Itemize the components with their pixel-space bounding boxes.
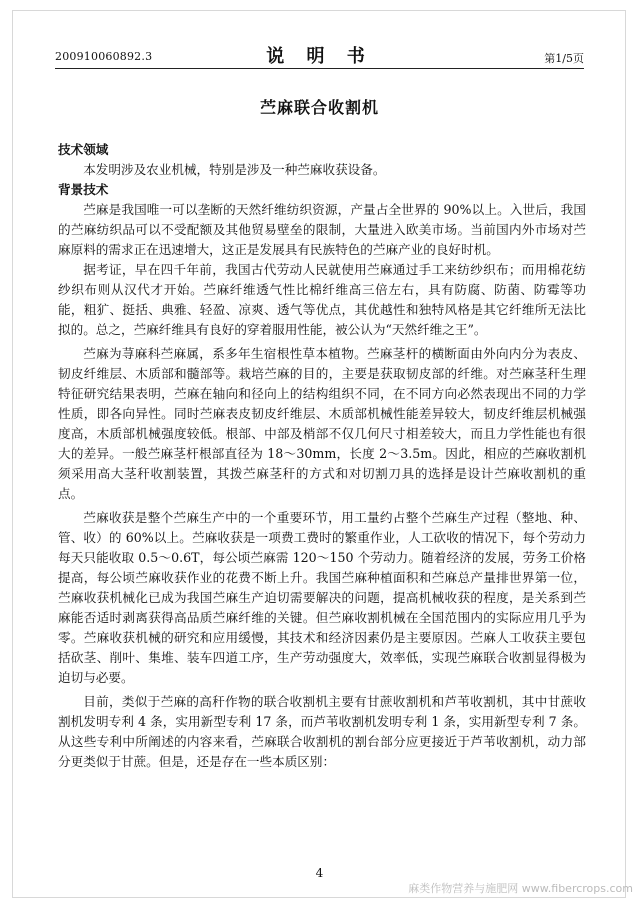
page-number: 4 (315, 866, 324, 880)
background-paragraph: 目前，类似于苎麻的高秆作物的联合收割机主要有甘蔗收割机和芦苇收割机，其中甘蔗收割机发明专利 4 条，实用新型专利 17 条，而芦苇收割机发明专利 1 条，实用新型专利 7 条。从这些专利中所阐述的内容来看，苎麻联合收割机的割台部分应更接近于芦苇收割机，动力部分更类似于甘蔗。但是，还是存在一些本质区别： (58, 694, 586, 769)
header-divider (55, 68, 584, 69)
watermark-text: 麻类作物营养与施肥网 www.fibercrops.com (408, 882, 633, 895)
background-paragraph: 苎麻是我国唯一可以垄断的天然纤维纺织资源，产量占全世界的 90%以上。入世后，我国的苎麻纺织品可以不受配额及其他贸易壁垒的限制，大量进入欧美市场。当前国内外市场对苎麻原料的需求正在迅速增大，这正是发展具有民族特色的苎麻产业的良好时机。 (58, 202, 586, 257)
tech-field-heading: 技术领域 (58, 142, 109, 157)
background-paragraph: 据考证，早在四千年前，我国古代劳动人民就使用苎麻通过手工来纺纱织布；而用棉花纺纱织布则从汉代才开始。苎麻纤维透气性比棉纤维高三倍左右，具有防腐、防菌、防霉等功能，粗犷、挺括、典雅、轻盈、凉爽、透气等优点，其优越性和独特风格是其它纤维所无法比拟的。总之，苎麻纤维具有良好的穿着服用性能，被公认为“天然纤维之王”。 (58, 262, 586, 337)
background-heading: 背景技术 (58, 182, 109, 197)
application-number: 200910060892.3 (55, 50, 153, 63)
tech-field-paragraph: 本发明涉及农业机械，特别是涉及一种苎麻收获设备。 (83, 162, 386, 177)
document-type-heading: 说 明 书 (266, 46, 373, 67)
background-paragraph: 苎麻为荨麻科苎麻属，系多年生宿根性草本植物。苎麻茎杆的横断面由外向内分为表皮、韧皮纤维层、木质部和髓部等。栽培苎麻的目的，主要是获取韧皮部的纤维。对苎麻茎秆生理特征研究结果表明，苎麻在轴向和径向上的结构组织不同，在不同方向必然表现出不同的力学性质，即各向异性。同时苎麻表皮韧皮纤维层、木质部机械性能差异较大，韧皮纤维层机械强度高，木质部机械强度较低。根部、中部及梢部不仅几何尺寸相差较大，而且力学性能也有很大的差异。一般苎麻茎杆根部直径为 18～30mm，长度 2～3.5m。因此，相应的苎麻收割机须采用高大茎秆收割装置，其拨苎麻茎秆的方式和对切割刀具的选择是设计苎麻收割机的重点。 (58, 346, 586, 501)
background-paragraph: 苎麻收获是整个苎麻生产中的一个重要环节，用工量约占整个苎麻生产过程（整地、种、管、收）的 60%以上。苎麻收获是一项费工费时的繁重作业，人工砍收的情况下，每个劳动力每天只能收取 0.5～0.6T，每公顷苎麻需 120～150 个劳动力。随着经济的发展，劳务工价格提高，每公顷苎麻收获作业的花费不断上升。我国苎麻种植面积和苎麻总产量排世界第一位，苎麻收获机械化已成为我国苎麻生产迫切需要解决的问题，提高机械收获的程度，是关系到苎麻能否适时剥离获得高品质苎麻纤维的关键。但苎麻收割机械在全国范围内的实际应用几乎为零。苎麻收获机械的研究和应用缓慢，其技术和经济因素仍是主要原因。苎麻人工收获主要包括砍茎、削叶、集堆、装车四道工序，生产劳动强度大，效率低，实现苎麻联合收割显得极为迫切与必要。 (58, 510, 586, 685)
page-indicator: 第1/5页 (544, 52, 584, 65)
document-body (58, 140, 586, 772)
document-title: 苎麻联合收割机 (259, 98, 379, 117)
